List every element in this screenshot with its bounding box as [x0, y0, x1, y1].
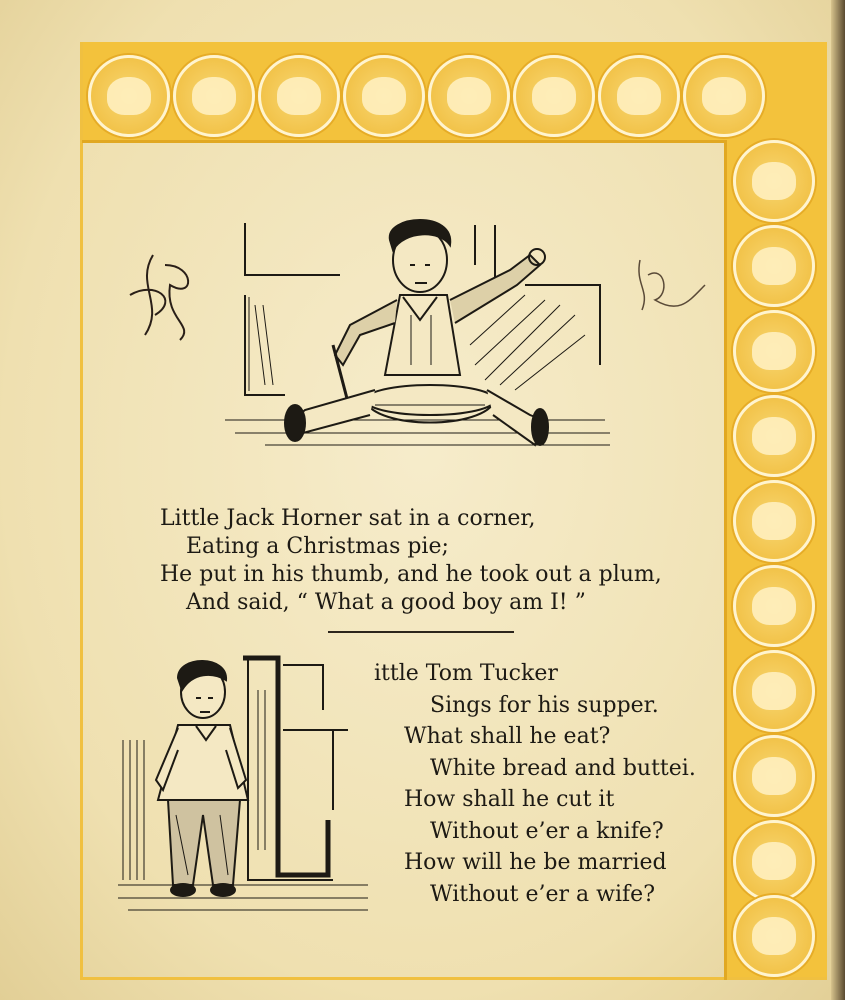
- animal-silhouette: [752, 842, 796, 880]
- ox-icon: [733, 735, 815, 817]
- animal-silhouette: [107, 77, 151, 115]
- poem2-line-7: How will he be married: [404, 850, 667, 875]
- animal-silhouette: [752, 587, 796, 625]
- animal-silhouette: [752, 417, 796, 455]
- jack-horner-poem: [160, 505, 720, 617]
- owl-icon: [683, 55, 765, 137]
- poem1-line-3: He put in his thumb, and he took out a plum,: [160, 562, 662, 587]
- scribble-mark-right: [630, 255, 710, 325]
- sheep-icon: [733, 895, 815, 977]
- tom-tucker-illustration: [118, 650, 373, 915]
- page-edge: [831, 0, 845, 1000]
- animal-silhouette: [617, 77, 661, 115]
- poem2-line-1: ittle Tom Tucker: [374, 661, 558, 686]
- border-inner-line-right: [724, 140, 727, 980]
- goose-icon: [733, 565, 815, 647]
- animal-silhouette: [277, 77, 321, 115]
- animal-silhouette: [752, 162, 796, 200]
- animal-silhouette: [752, 917, 796, 955]
- scribble-mark-left: [125, 245, 215, 345]
- poem2-line-8: Without e’er a wife?: [430, 881, 655, 907]
- poem1-line-4: And said, “ What a good boy am I! ”: [186, 590, 586, 615]
- border-inner-line-top: [82, 140, 726, 143]
- horse-icon: [258, 55, 340, 137]
- cow-icon: [173, 55, 255, 137]
- animal-silhouette: [752, 247, 796, 285]
- ram-icon: [88, 55, 170, 137]
- lion-icon: [733, 225, 815, 307]
- cat-icon: [513, 55, 595, 137]
- jack-horner-illustration: [225, 205, 615, 460]
- animal-silhouette: [447, 77, 491, 115]
- pig-icon: [733, 820, 815, 902]
- horse-head-icon: [733, 395, 815, 477]
- poem2-line-5: How shall he cut it: [404, 787, 615, 812]
- deer-icon: [733, 480, 815, 562]
- tom-tucker-poem: [374, 658, 714, 910]
- animal-silhouette: [752, 757, 796, 795]
- poem1-line-2: Eating a Christmas pie;: [186, 534, 449, 559]
- fox-icon: [428, 55, 510, 137]
- animal-silhouette: [702, 77, 746, 115]
- animal-silhouette: [752, 672, 796, 710]
- animal-silhouette: [362, 77, 406, 115]
- animal-silhouette: [532, 77, 576, 115]
- poem2-line-4: White bread and buttei.: [430, 755, 696, 781]
- animal-silhouette: [752, 502, 796, 540]
- bird-icon: [733, 310, 815, 392]
- poem2-line-3: What shall he eat?: [404, 724, 611, 749]
- poem2-line-6: Without e’er a knife?: [430, 818, 664, 844]
- rabbit-icon: [598, 55, 680, 137]
- poem1-line-1: Little Jack Horner sat in a corner,: [160, 506, 536, 531]
- animal-silhouette: [752, 332, 796, 370]
- rat-icon: [733, 140, 815, 222]
- border-bottom-rule: [80, 977, 827, 980]
- gazelle-icon: [733, 650, 815, 732]
- animal-silhouette: [192, 77, 236, 115]
- poem2-line-2: Sings for his supper.: [430, 692, 659, 718]
- llama-icon: [343, 55, 425, 137]
- section-divider: [328, 631, 514, 633]
- border-left-rule: [80, 42, 83, 980]
